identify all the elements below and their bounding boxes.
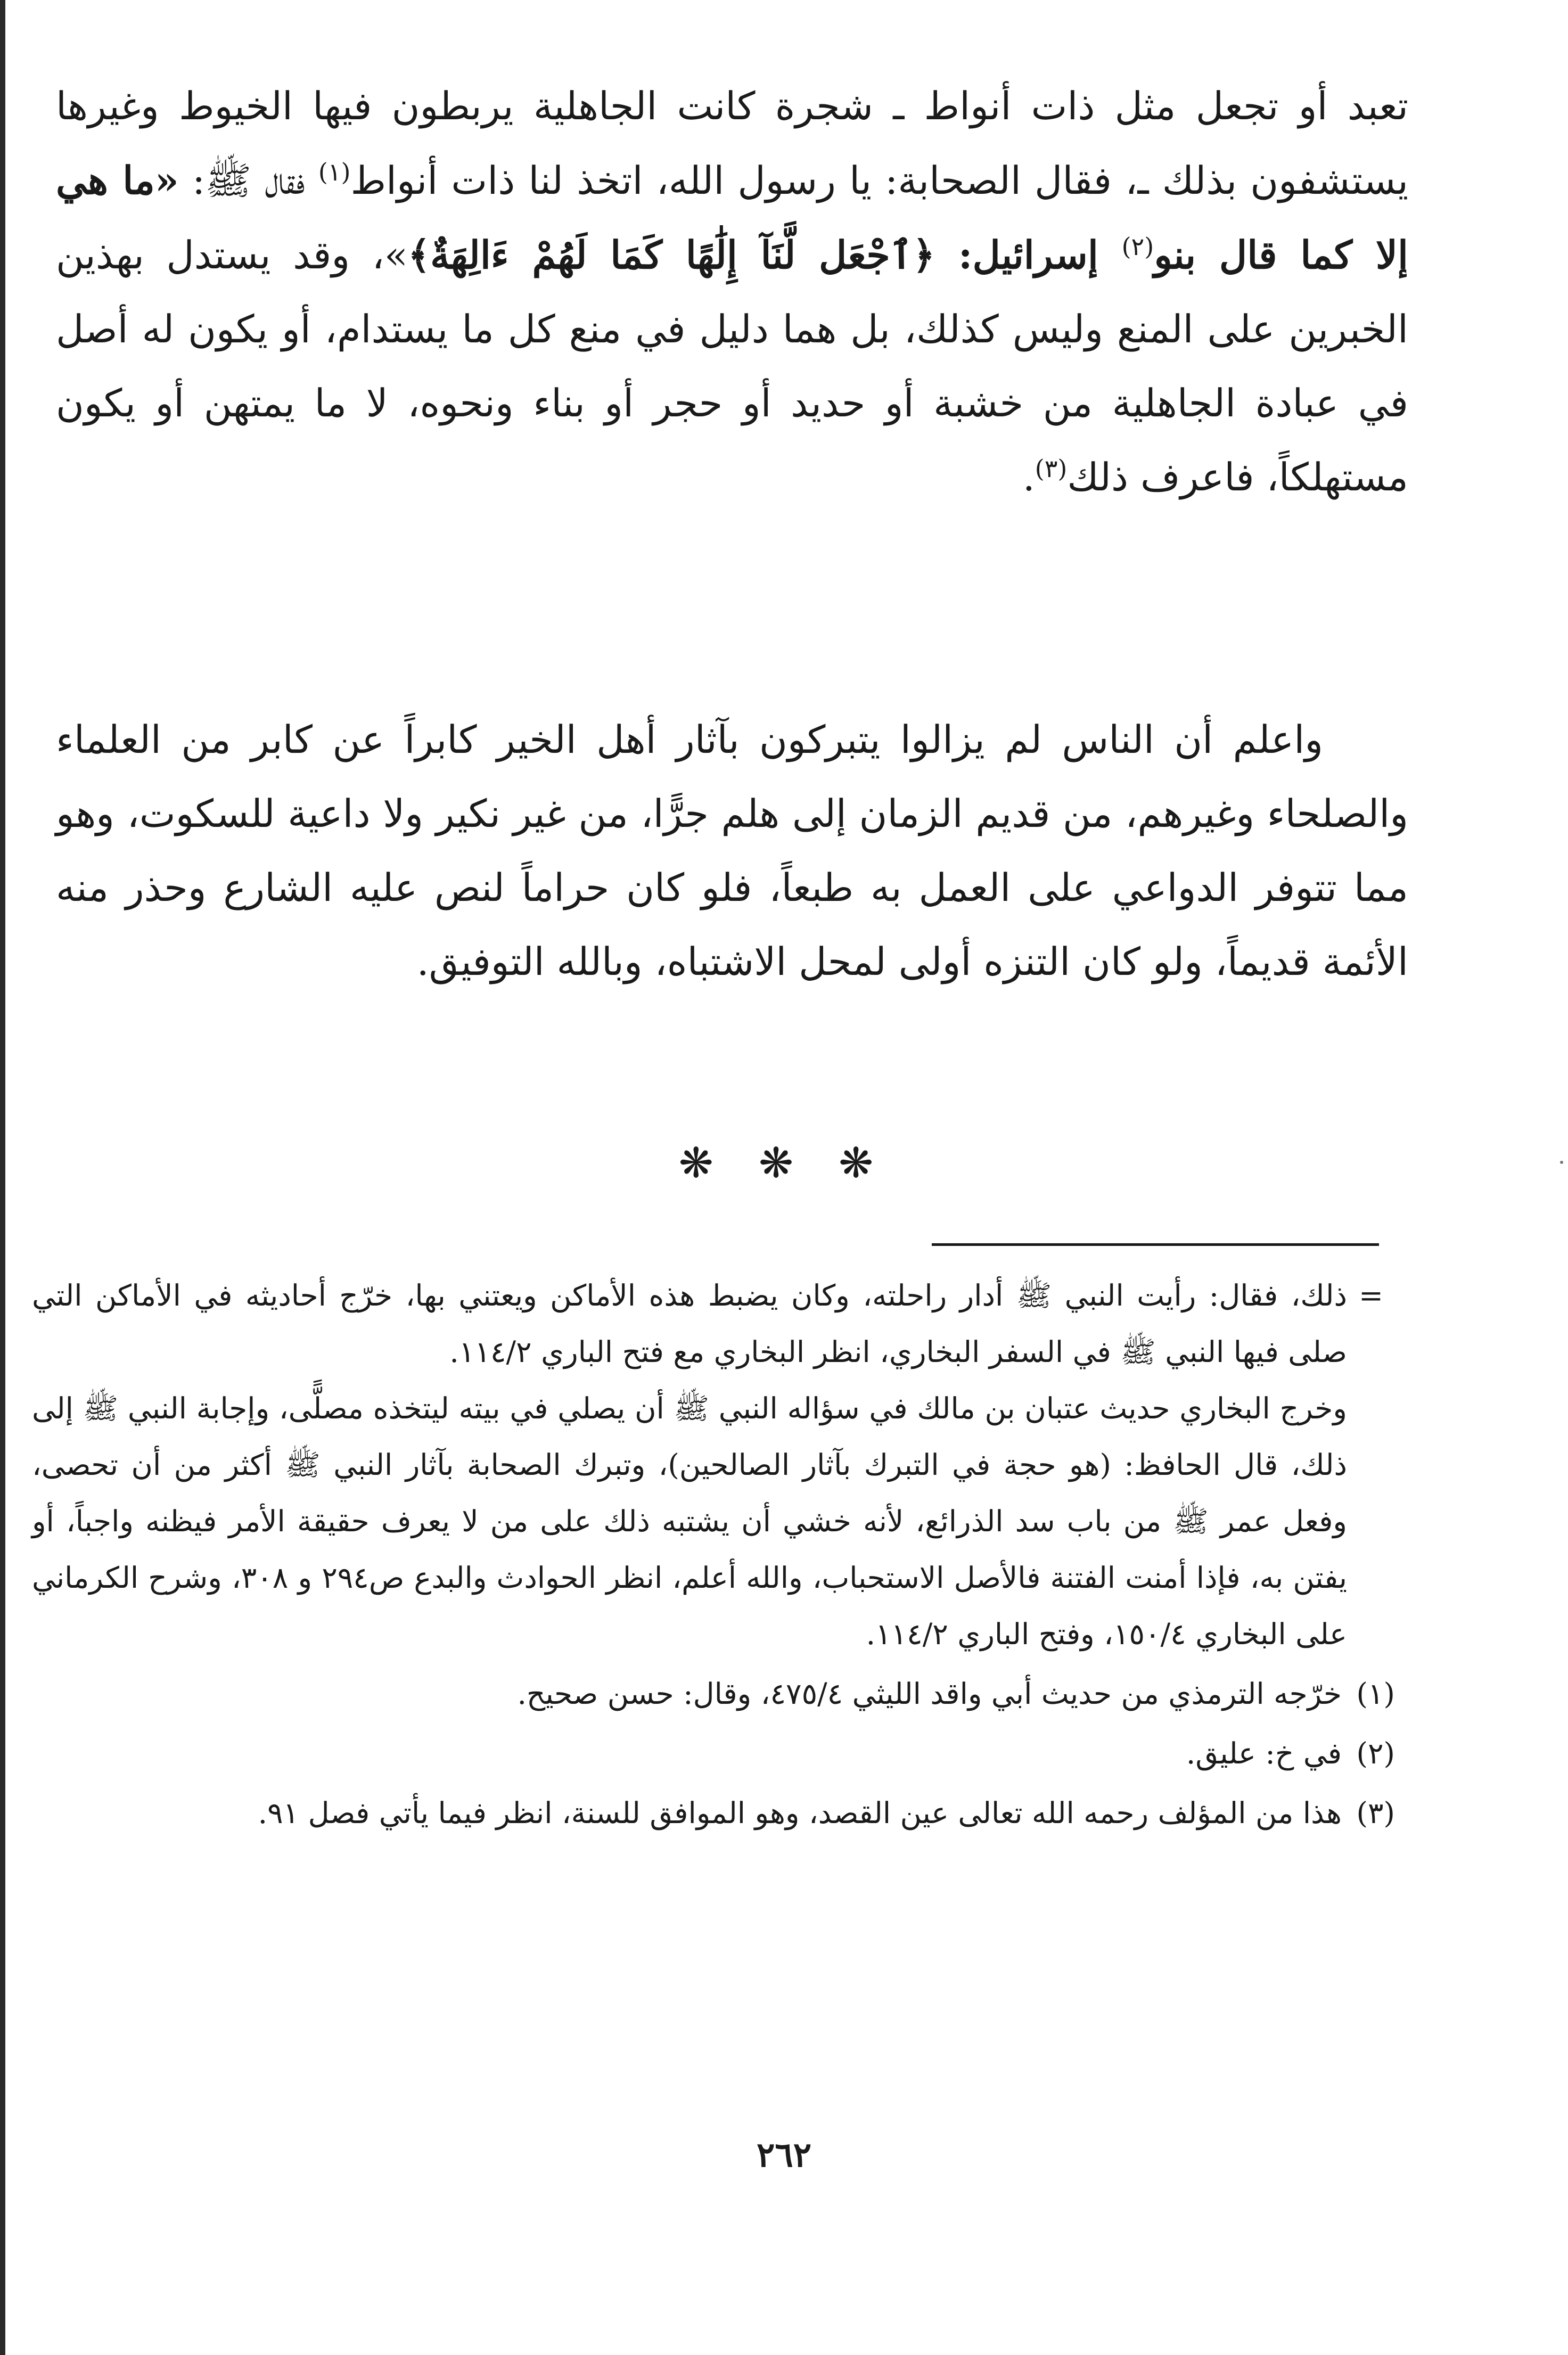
- footnote-text: خرّجه الترمذي من حديث أبي واقد الليثي ٤٧٥/٤، وقال: حسن صحيح.: [517, 1677, 1342, 1711]
- footnote-text: هذا من المؤلف رحمه الله تعالى عين القصد، وهو الموافق للسنة، انظر فيما يأتي فصل ٩١.: [258, 1796, 1342, 1830]
- main-paragraph-2: واعلم أن الناس لم يزالوا يتبركون بآثار أهل الخير كابراً عن كابر من العلماء والصلحاء وغيرهم، من قديم الزمان إلى هلم جرًّا، من غير نكير ولا داعية للسكوت، وهو مما تتوفر الدواعي على العمل به طبعاً، فلو كان حراماً لنص عليه الشارع وحذر منه الأئمة قديماً، ولو كان التنزه أولى لمحل الاشتباه، وبالله التوفيق.: [56, 717, 1408, 984]
- main-paragraph-1: [56, 69, 1408, 514]
- footnote-item-1: [32, 1665, 1395, 1722]
- footnote-number: (٢): [1356, 1736, 1395, 1770]
- footnote-number: (١): [1356, 1677, 1395, 1711]
- footnote-ref-1[interactable]: (١): [318, 158, 351, 186]
- hadith-quote-cont: إسرائيل:: [935, 232, 1122, 277]
- footnote-item-3: [32, 1785, 1395, 1841]
- p1-end: .: [1022, 455, 1035, 499]
- hadith-quote: «ما هي إلا كما قال بنو: [56, 158, 1408, 277]
- footnote-number: (٣): [1356, 1796, 1395, 1830]
- page-number: ٢٦٢: [756, 2135, 812, 2175]
- section-separator: ❋ ❋ ❋: [678, 1139, 890, 1187]
- footnote-item-2: [32, 1725, 1395, 1782]
- footnotes-section: [32, 1267, 1395, 1841]
- p1-text-c: »، وقد يستدل بهذين الخبرين على المنع وليس كذلك، بل هما دليل في منع كل ما يستدام، أو يكون له أصل في عبادة الجاهلية من خشبة أو حديد أو حجر أو بناء ونحوه، لا ما يمتهن أو يكون مستهلكاً، فاعرف ذلك: [56, 233, 1408, 499]
- continuation-mark: =: [1358, 1278, 1384, 1312]
- footnote-text: في خ: عليق.: [1186, 1736, 1342, 1770]
- quran-verse: ﴿ٱجْعَل لَّنَآ إِلَٰهًا كَمَا لَهُمْ ءَالِهَةٌ﴾: [407, 232, 935, 277]
- footnote-ref-2[interactable]: (٢): [1121, 232, 1154, 261]
- continuation-paragraph-2: وخرج البخاري حديث عتبان بن مالك في سؤاله النبي ﷺ أن يصلي في بيته ليتخذه مصلًّى، وإجابة النبي ﷺ إلى ذلك، قال الحافظ: (هو حجة في التبرك بآثار الصالحين)، وتبرك الصحابة بآثار النبي ﷺ أكثر من أن تحصى، وفعل عمر ﷺ من باب سد الذرائع، لأنه خشي أن يشتبه ذلك على من لا يعرف حقيقة الأمر فيظنه واجباً، أو يفتن به، فإذا أمنت الفتنة فالأصل الاستحباب، والله أعلم، انظر الحوادث والبدع ص٢٩٤ و ٣٠٨، وشرح الكرماني على البخاري ١٥٠/٤، وفتح الباري ١١٤/٢.: [32, 1391, 1347, 1651]
- footnote-divider: [932, 1243, 1379, 1246]
- p1-text-a: تعبد أو تجعل مثل ذات أنواط ـ شجرة كانت الجاهلية يربطون فيها الخيوط وغيرها يستشفون بذلك ـ، فقال الصحابة: يا رسول الله، اتخذ لنا ذات أنواط: [56, 84, 1408, 203]
- continuation-paragraph-1: ذلك، فقال: رأيت النبي ﷺ أدار راحلته، وكان يضبط هذه الأماكن ويعتني بها، خرّج أحاديثه في الأماكن التي صلى فيها النبي ﷺ في السفر البخاري، انظر البخاري مع فتح الباري ١١٤/٢.: [32, 1278, 1347, 1369]
- footnote-ref-3[interactable]: (٣): [1035, 454, 1068, 483]
- p1-text-b: فقال ﷺ:: [178, 158, 318, 203]
- continuation-body: [32, 1267, 1347, 1662]
- footnote-continuation: [32, 1267, 1395, 1662]
